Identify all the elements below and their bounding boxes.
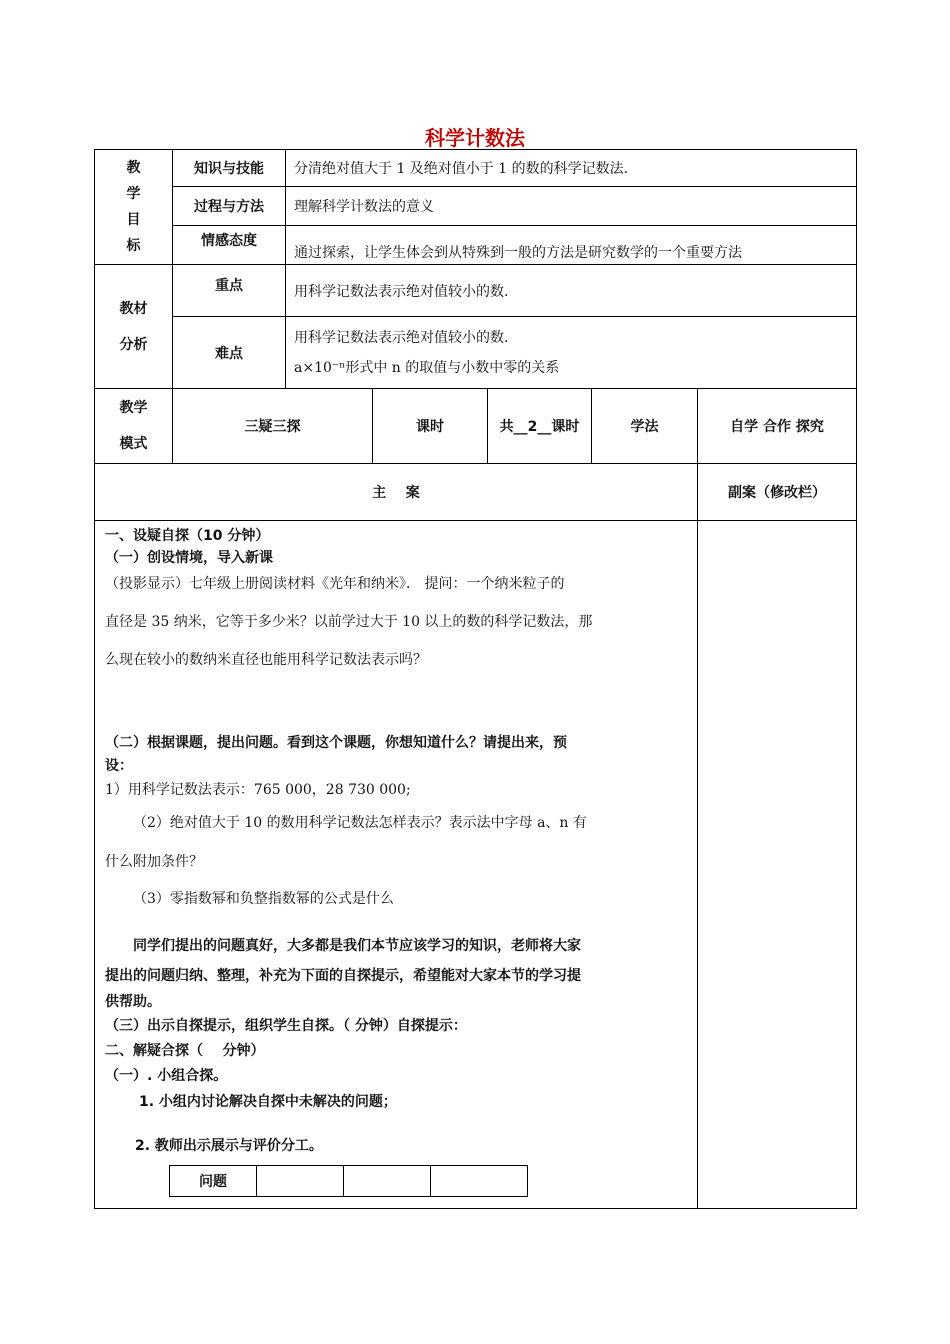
list-item: 1. 小组内讨论解决自探中未解决的问题；	[139, 1094, 397, 1110]
page-title: 科学计数法	[425, 126, 525, 150]
key-point-content: 用科学记数法表示绝对值较小的数.	[286, 265, 857, 317]
section-heading: （一）. 小组合探。	[105, 1068, 228, 1084]
paragraph: 么现在较小的数纳米直径也能用科学记数法表示吗？	[105, 652, 427, 668]
section-heading: 一、设疑自探（10 分钟）	[105, 528, 270, 544]
question: 什么附加条件？	[105, 854, 203, 870]
list-item: 2. 教师出示展示与评价分工。	[135, 1138, 323, 1154]
table-cell	[257, 1166, 344, 1197]
division-table	[169, 1165, 528, 1197]
paragraph: 提出的问题归纳、整理，补充为下面的自探提示，希望能对大家本节的学习提	[105, 968, 581, 984]
question: （2）绝对值大于 10 的数用科学记数法怎样表示？表示法中字母 a、n 有	[133, 815, 587, 831]
main-plan-header: 主 案	[95, 464, 698, 521]
key-point-label: 重点	[173, 265, 286, 317]
section-heading: 二、解疑合探（ 分钟）	[105, 1043, 265, 1059]
paragraph: （投影显示）七年级上册阅读材料《光年和纳米》． 提问：一个纳米粒子的	[105, 576, 565, 592]
table-header-cell: 问题	[170, 1166, 257, 1197]
section-heading: （一）创设情境，导入新课	[105, 550, 273, 566]
hours-value: 共__2__课时	[488, 389, 592, 464]
paragraph: 直径是 35 纳米，它等于多少米？以前学过大于 10 以上的数的科学记数法，那	[105, 614, 593, 630]
objective-content: 通过探索，让学生体会到从特殊到一般的方法是研究数学的一个重要方法	[286, 226, 857, 265]
side-plan-header: 副案（修改栏）	[698, 464, 857, 521]
objective-content: 分清绝对值大于 1 及绝对值小于 1 的数的科学记数法.	[286, 150, 857, 187]
paragraph: 同学们提出的问题真好，大多都是我们本节应该学习的知识，老师将大家	[133, 938, 581, 954]
main-plan-body	[95, 521, 698, 1209]
section-heading: （三）出示自探提示，组织学生自探。（ 分钟）自探提示：	[105, 1018, 467, 1034]
question: 1）用科学记数法表示：765 000，28 730 000;	[105, 782, 411, 798]
difficulty-content: 用科学记数法表示绝对值较小的数. a×10⁻ⁿ形式中 n 的取值与小数中零的关系	[286, 317, 857, 389]
paragraph: 供帮助。	[105, 994, 161, 1010]
question: （3）零指数幂和负整指数幂的公式是什么	[133, 891, 394, 907]
section-heading: 设：	[105, 758, 133, 774]
mode-value: 三疑三探	[173, 389, 373, 464]
objective-label: 知识与技能	[173, 150, 286, 187]
method-value: 自学 合作 探究	[698, 389, 857, 464]
table-cell	[344, 1166, 431, 1197]
side-plan-body	[698, 521, 857, 1209]
objective-label: 情感态度	[173, 226, 286, 265]
analysis-header: 教材 分析	[95, 265, 173, 389]
hours-label: 课时	[373, 389, 488, 464]
objective-label: 过程与方法	[173, 187, 286, 226]
objective-content: 理解科学计数法的意义	[286, 187, 857, 226]
objectives-header: 教 学 目 标	[95, 150, 173, 265]
lesson-plan-table	[94, 149, 857, 1209]
method-label: 学法	[592, 389, 698, 464]
mode-header: 教学 模式	[95, 389, 173, 464]
table-cell	[431, 1166, 528, 1197]
section-heading: （二）根据课题，提出问题。看到这个课题，你想知道什么？请提出来，预	[105, 735, 567, 751]
difficulty-label: 难点	[173, 317, 286, 389]
